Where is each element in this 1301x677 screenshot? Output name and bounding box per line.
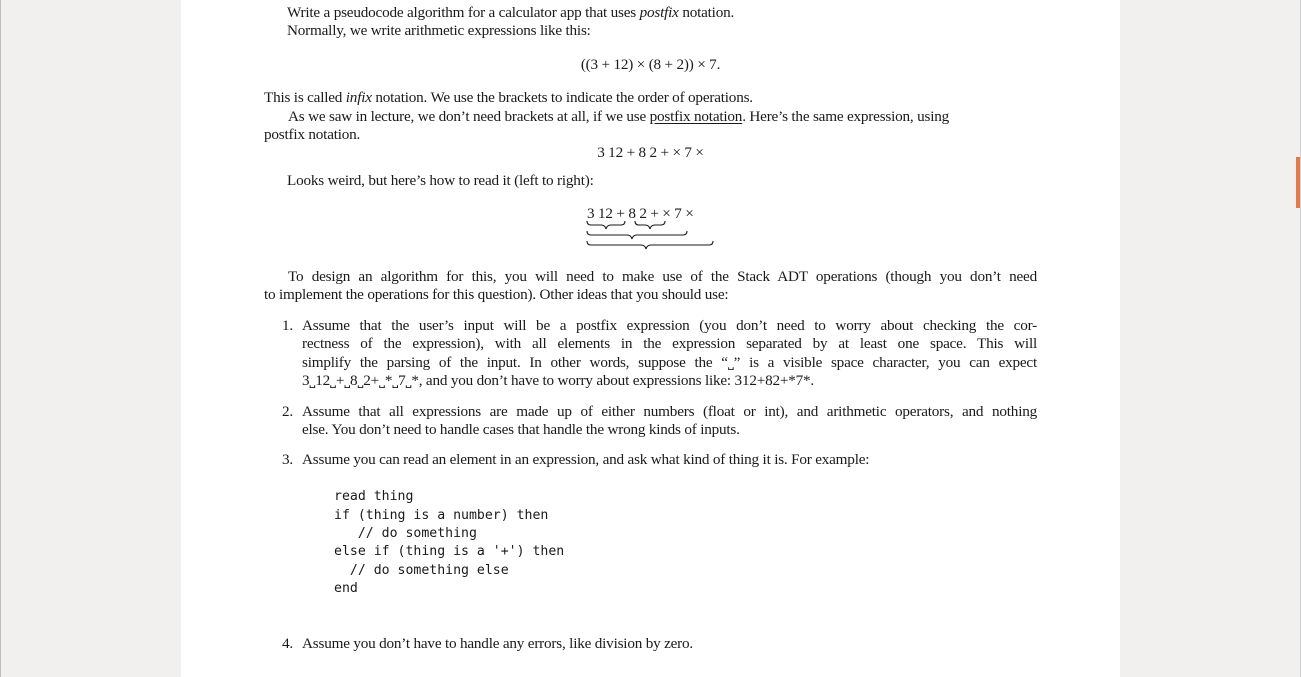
underbrace-multiply — [587, 231, 687, 239]
underbrace-diagram — [581, 219, 721, 255]
code-line-6: end — [334, 581, 358, 596]
list-item-4-line-1: Assume you don’t have to handle any errors, like division by zero. — [302, 635, 694, 652]
document-page — [181, 0, 1120, 677]
code-line-3: // do something — [334, 526, 477, 541]
infix-expression: ((3 + 12) × (8 + 2)) × 7. — [580, 56, 721, 73]
brace-expression: 3 12 + 8 2 + × 7 × — [587, 205, 694, 222]
scrollbar-thumb[interactable] — [1296, 157, 1300, 208]
code-line-5: // do something else — [334, 563, 509, 578]
intro-line-1: Write a pseudocode algorithm for a calculator app that uses postfix notation. — [287, 4, 735, 21]
underbrace-3-12-plus — [587, 221, 625, 229]
underbrace-8-2-plus — [635, 221, 665, 229]
list-item-1-number: 1. — [282, 317, 293, 334]
list-item-1-line-2: rectness of the expression), with all elements in the expression separated by at least one space. This will — [302, 335, 1037, 352]
window-left-edge — [0, 0, 1, 677]
design-line-2: to implement the operations for this question). Other ideas that you should use: — [264, 286, 729, 303]
code-line-1: read thing — [334, 489, 414, 504]
design-line-1: To design an algorithm for this, you will need to make use of the Stack ADT operations (though you don’t need — [288, 268, 1037, 285]
postfix-paragraph-line-1: As we saw in lecture, we don’t need brackets at all, if we use postfix notation. Here’s the same expression, using — [288, 108, 950, 125]
list-item-1-line-4: 3˽12˽+˽8˽2+˽*˽7˽*, and you don’t have to worry about expressions like: 312+82+*7*. — [302, 372, 815, 389]
intro-line-2: Normally, we write arithmetic expressions like this: — [287, 22, 591, 39]
code-line-2: if (thing is a number) then — [334, 508, 549, 523]
list-item-2-line-1: Assume that all expressions are made up of either numbers (float or int), and arithmetic operators, and nothing — [302, 403, 1037, 420]
read-intro: Looks weird, but here’s how to read it (left to right): — [287, 172, 594, 189]
list-item-1-line-3: simplify the parsing of the input. In other words, suppose the “˽” is a visible space character, you can expect — [302, 354, 1037, 371]
postfix-paragraph-line-2: postfix notation. — [264, 126, 361, 143]
underbrace-full — [587, 241, 713, 249]
list-item-4-number: 4. — [282, 635, 293, 652]
list-item-3-line-1: Assume you can read an element in an expression, and ask what kind of thing it is. For example: — [302, 451, 870, 468]
list-item-2-line-2: else. You don’t need to handle cases that handle the wrong kinds of inputs. — [302, 421, 740, 438]
list-item-2-number: 2. — [282, 403, 293, 420]
code-line-4: else if (thing is a '+') then — [334, 544, 565, 559]
postfix-notation-link[interactable]: postfix notation — [649, 108, 743, 125]
list-item-3-number: 3. — [282, 451, 293, 468]
list-item-1-line-1: Assume that the user’s input will be a postfix expression (you don’t need to worry about checking the cor- — [302, 317, 1037, 334]
infix-paragraph: This is called infix notation. We use the brackets to indicate the order of operations. — [264, 89, 753, 106]
postfix-expression: 3 12 + 8 2 + × 7 × — [597, 144, 704, 161]
